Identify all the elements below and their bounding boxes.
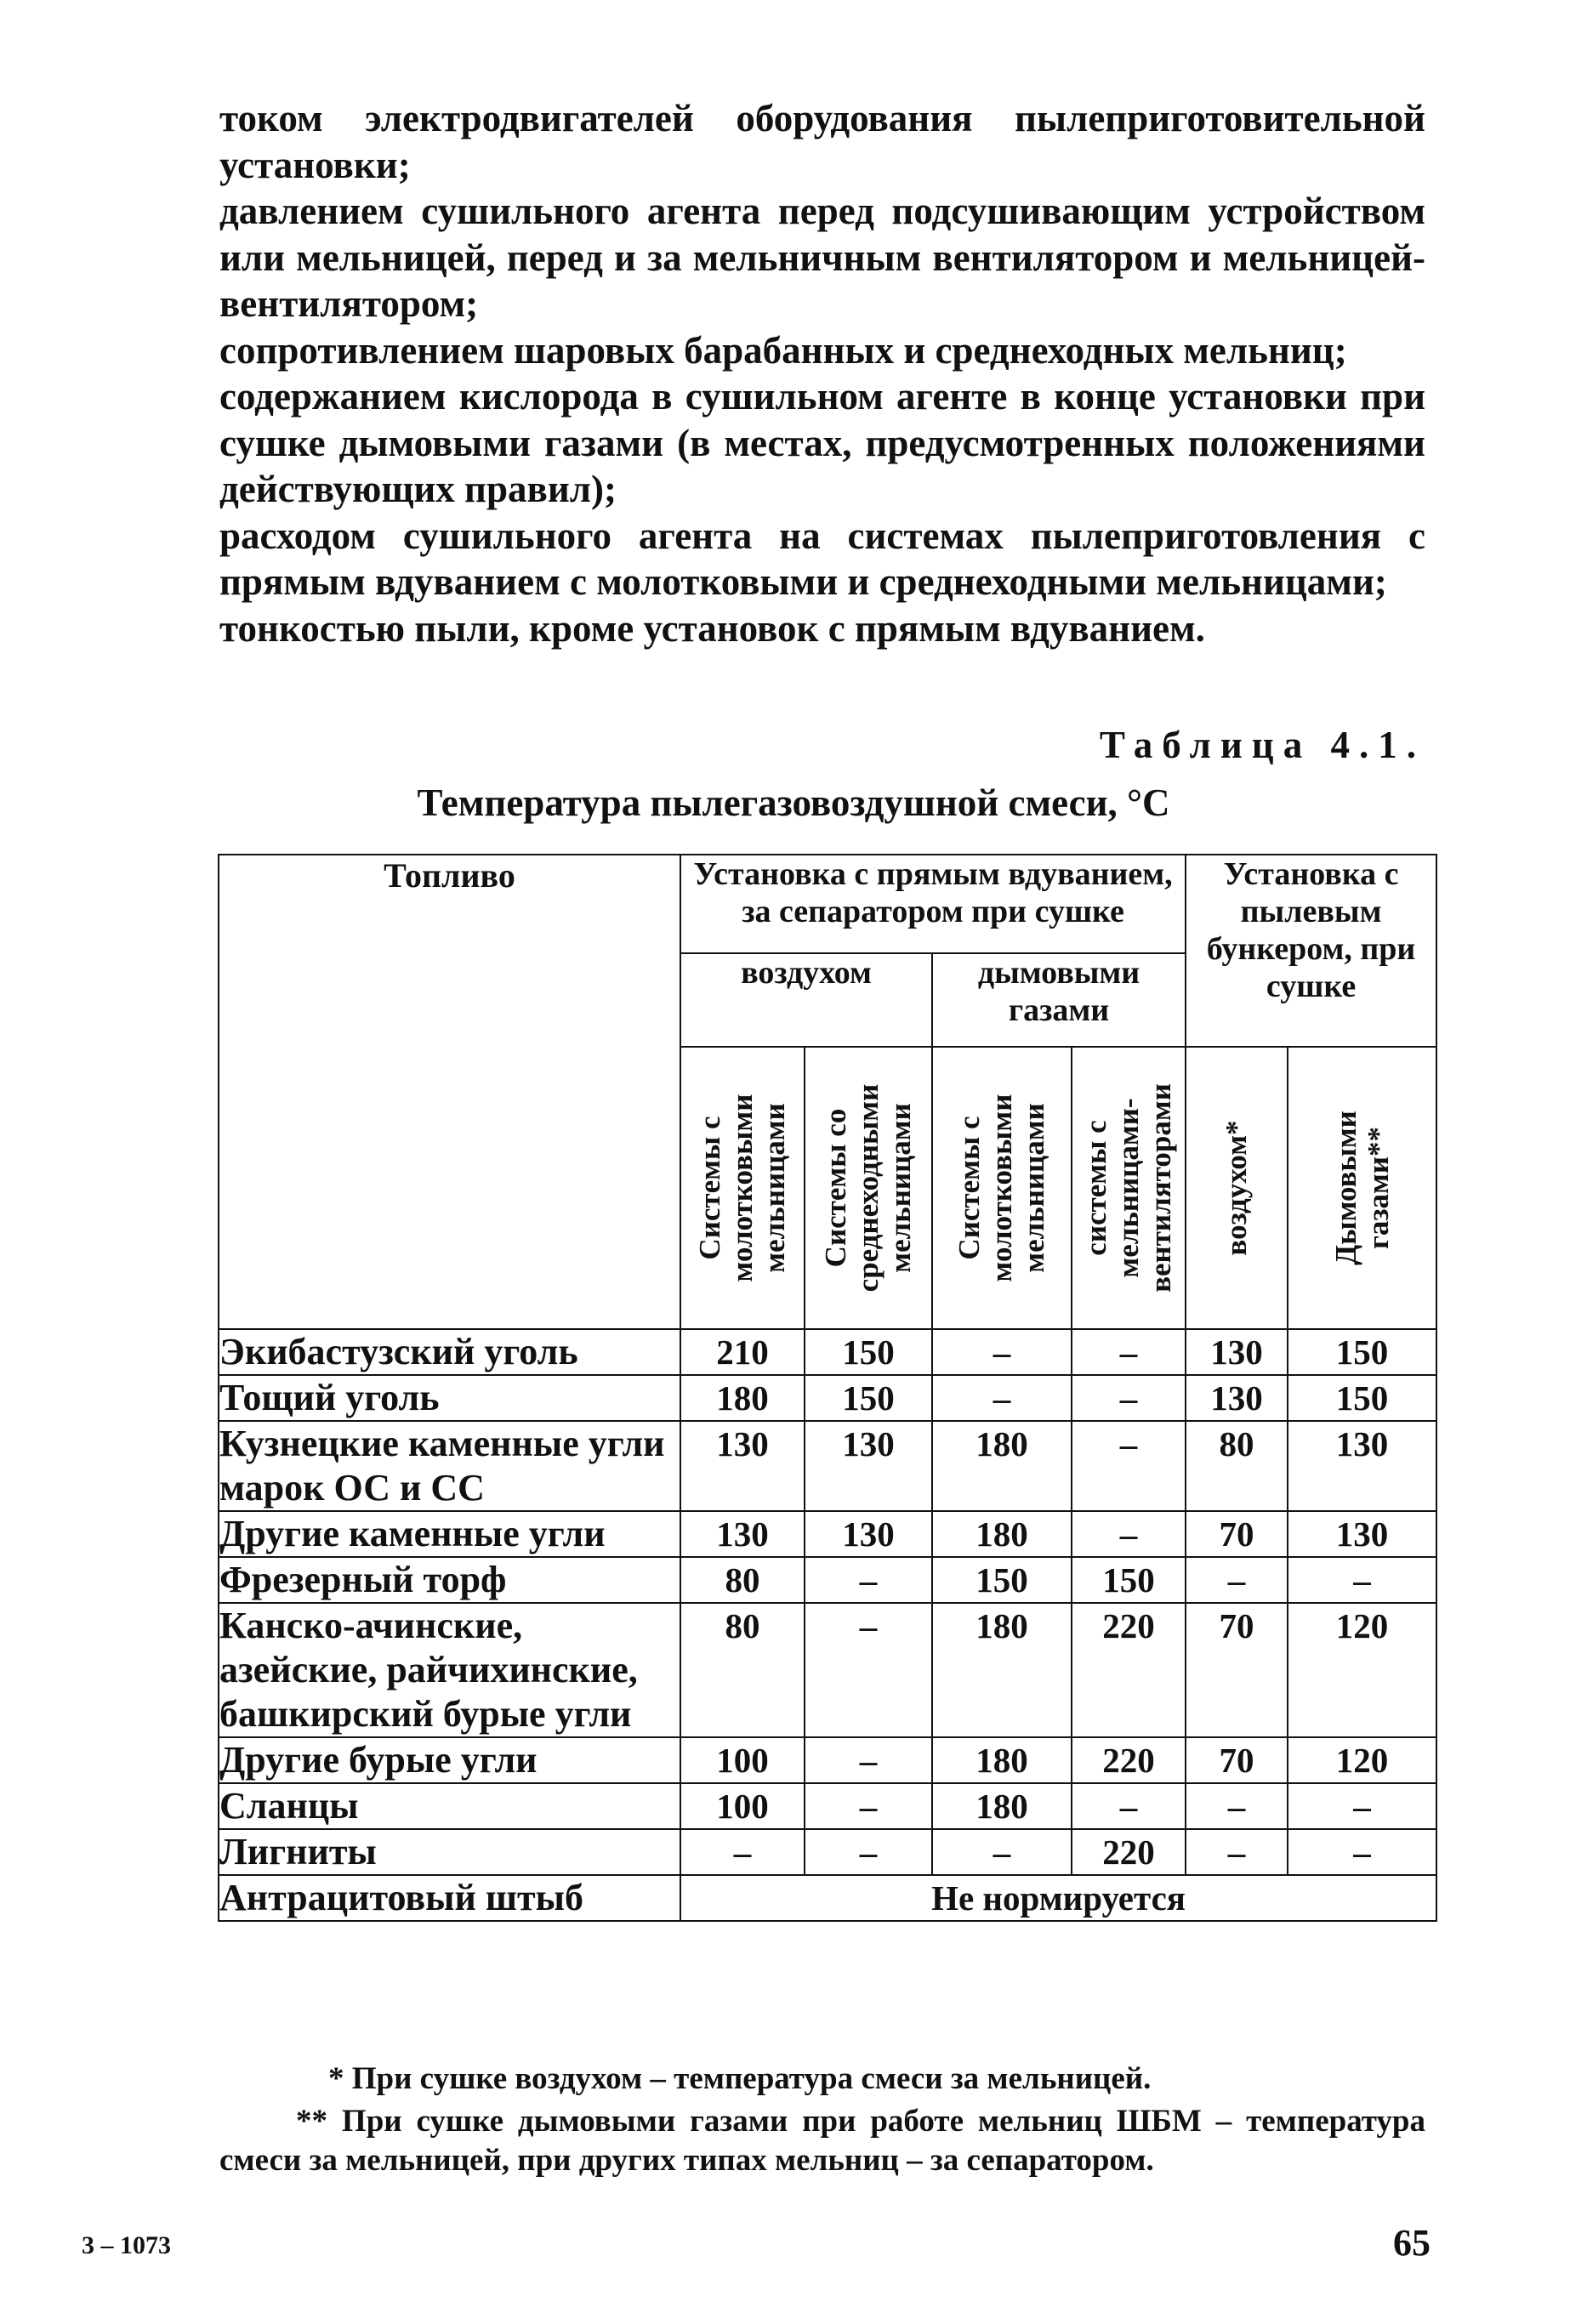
temperature-value: – — [805, 1737, 932, 1783]
temperature-value: 150 — [932, 1557, 1072, 1603]
table-row — [219, 1875, 1436, 1921]
temperature-value: 220 — [1072, 1603, 1186, 1737]
temperature-value: – — [1072, 1329, 1186, 1375]
temperature-value: 220 — [1072, 1829, 1186, 1875]
temperature-value: 220 — [1072, 1737, 1186, 1783]
temperature-value: – — [805, 1829, 932, 1875]
table-row — [219, 1737, 1436, 1783]
print-code: 3 – 1073 — [82, 2231, 171, 2259]
temperature-value: 130 — [1186, 1375, 1288, 1421]
temperature-value: 130 — [1288, 1421, 1436, 1511]
temperature-value: – — [1072, 1511, 1186, 1557]
temperature-value: – — [805, 1603, 932, 1737]
temperature-table — [218, 854, 1437, 1922]
fuel-name: Экибастузский уголь — [219, 1329, 680, 1375]
fuel-name: Тощий уголь — [219, 1375, 680, 1421]
temperature-value: 70 — [1186, 1737, 1288, 1783]
temperature-value: 130 — [1186, 1329, 1288, 1375]
table-row — [219, 1421, 1436, 1511]
fuel-name: Сланцы — [219, 1783, 680, 1829]
paragraph: током электродвигателей оборудования пылеприготовительной установки; — [219, 97, 1425, 186]
temperature-value: 100 — [680, 1783, 805, 1829]
temperature-value: – — [1186, 1829, 1288, 1875]
table-row — [219, 1557, 1436, 1603]
temperature-value: 120 — [1288, 1603, 1436, 1737]
body-text — [219, 95, 1425, 651]
temperature-value: 180 — [932, 1783, 1072, 1829]
temperature-value: 130 — [680, 1511, 805, 1557]
temperature-value: 180 — [680, 1375, 805, 1421]
paragraph: давлением сушильного агента перед подсушивающим устройством или мельницей, перед и за мельничным вентилятором и мельницей-вентилятором; — [219, 190, 1425, 325]
page-number: 65 — [1393, 2222, 1431, 2264]
dust-bunker-header: Установка с пылевым бункером, при сушке — [1186, 855, 1436, 1047]
temperature-value: 210 — [680, 1329, 805, 1375]
temperature-value: – — [1186, 1557, 1288, 1603]
table-caption: Температура пылегазовоздушной смеси, °С — [417, 781, 1170, 824]
table-row — [219, 1375, 1436, 1421]
temperature-value: – — [932, 1375, 1072, 1421]
temperature-value: 130 — [680, 1421, 805, 1511]
temperature-value: 100 — [680, 1737, 805, 1783]
temperature-value: 130 — [805, 1421, 932, 1511]
temperature-value: – — [805, 1783, 932, 1829]
temperature-value: 150 — [805, 1329, 932, 1375]
temperature-value: – — [1288, 1829, 1436, 1875]
temperature-value: 150 — [805, 1375, 932, 1421]
fuel-name: Антрацитовый штыб — [219, 1875, 680, 1921]
temperature-value: – — [1072, 1421, 1186, 1511]
temperature-value: 80 — [680, 1557, 805, 1603]
temperature-value: 120 — [1288, 1737, 1436, 1783]
temperature-value: 150 — [1072, 1557, 1186, 1603]
temperature-value: – — [1288, 1557, 1436, 1603]
temperature-value: 150 — [1288, 1375, 1436, 1421]
footnote-1: * При сушке воздухом – температура смеси за мельницей. — [328, 2061, 1152, 2096]
col-header-5: воздухом* — [1186, 1047, 1288, 1329]
temperature-value: – — [680, 1829, 805, 1875]
air-drying-header: воздухом — [680, 953, 932, 1047]
temperature-value: – — [1072, 1375, 1186, 1421]
temperature-value: – — [1288, 1783, 1436, 1829]
table-row — [219, 1603, 1436, 1737]
col-header-2: Системы со среднеходными мельницами — [805, 1047, 932, 1329]
temperature-value: 80 — [1186, 1421, 1288, 1511]
temperature-value: 70 — [1186, 1511, 1288, 1557]
col-header-3: Системы с молотковыми мельницами — [932, 1047, 1072, 1329]
paragraph: содержанием кислорода в сушильном агенте в конце установки при сушке дымовыми газами (в местах, предусмотренных положениями действующих правил); — [219, 375, 1425, 510]
temperature-value: 180 — [932, 1511, 1072, 1557]
col-header-4: системы с мельницами-вентиляторами — [1072, 1047, 1186, 1329]
paragraph: тонкостью пыли, кроме установок с прямым вдуванием. — [219, 606, 1205, 650]
temperature-value: – — [805, 1557, 932, 1603]
table-body — [219, 1329, 1436, 1875]
temperature-value: 180 — [932, 1737, 1072, 1783]
fuel-name: Фрезерный торф — [219, 1557, 680, 1603]
temperature-value: – — [932, 1829, 1072, 1875]
col-header-6: Дымовыми газами** — [1288, 1047, 1436, 1329]
temperature-value: – — [1072, 1783, 1186, 1829]
fuel-name: Кузнецкие каменные угли марок ОС и СС — [219, 1421, 680, 1511]
table-row — [219, 1829, 1436, 1875]
temperature-value: 130 — [805, 1511, 932, 1557]
paragraph: расходом сушильного агента на системах пылеприготовления с прямым вдуванием с молотковыми и среднеходными мельницами; — [219, 514, 1425, 603]
paragraph: сопротивлением шаровых барабанных и среднеходных мельниц; — [219, 328, 1347, 372]
flue-gas-header: дымовыми газами — [932, 953, 1186, 1047]
table-row — [219, 1511, 1436, 1557]
fuel-name: Другие бурые угли — [219, 1737, 680, 1783]
fuel-name: Другие каменные угли — [219, 1511, 680, 1557]
temperature-value: 180 — [932, 1603, 1072, 1737]
temperature-value: 80 — [680, 1603, 805, 1737]
temperature-value: 150 — [1288, 1329, 1436, 1375]
direct-injection-header: Установка с прямым вдуванием, за сепаратором при сушке — [680, 855, 1186, 953]
table-label: Таблица 4.1. — [1099, 724, 1425, 766]
table-row — [219, 1329, 1436, 1375]
fuel-header: Топливо — [219, 855, 680, 1329]
temperature-value: – — [1186, 1783, 1288, 1829]
not-normalized: Не нормируется — [680, 1875, 1436, 1921]
fuel-name: Канско-ачинские, азейские, райчихинские, башкирский бурые угли — [219, 1603, 680, 1737]
table-row — [219, 1783, 1436, 1829]
col-header-1: Системы с молотковыми мельницами — [680, 1047, 805, 1329]
temperature-value: 70 — [1186, 1603, 1288, 1737]
footnote-2: ** При сушке дымовыми газами при работе мельниц ШБМ – температура смеси за мельницей, при других типах мельниц – за сепаратором. — [219, 2104, 1425, 2178]
temperature-value: – — [932, 1329, 1072, 1375]
fuel-name: Лигниты — [219, 1829, 680, 1875]
temperature-value: 130 — [1288, 1511, 1436, 1557]
temperature-value: 180 — [932, 1421, 1072, 1511]
